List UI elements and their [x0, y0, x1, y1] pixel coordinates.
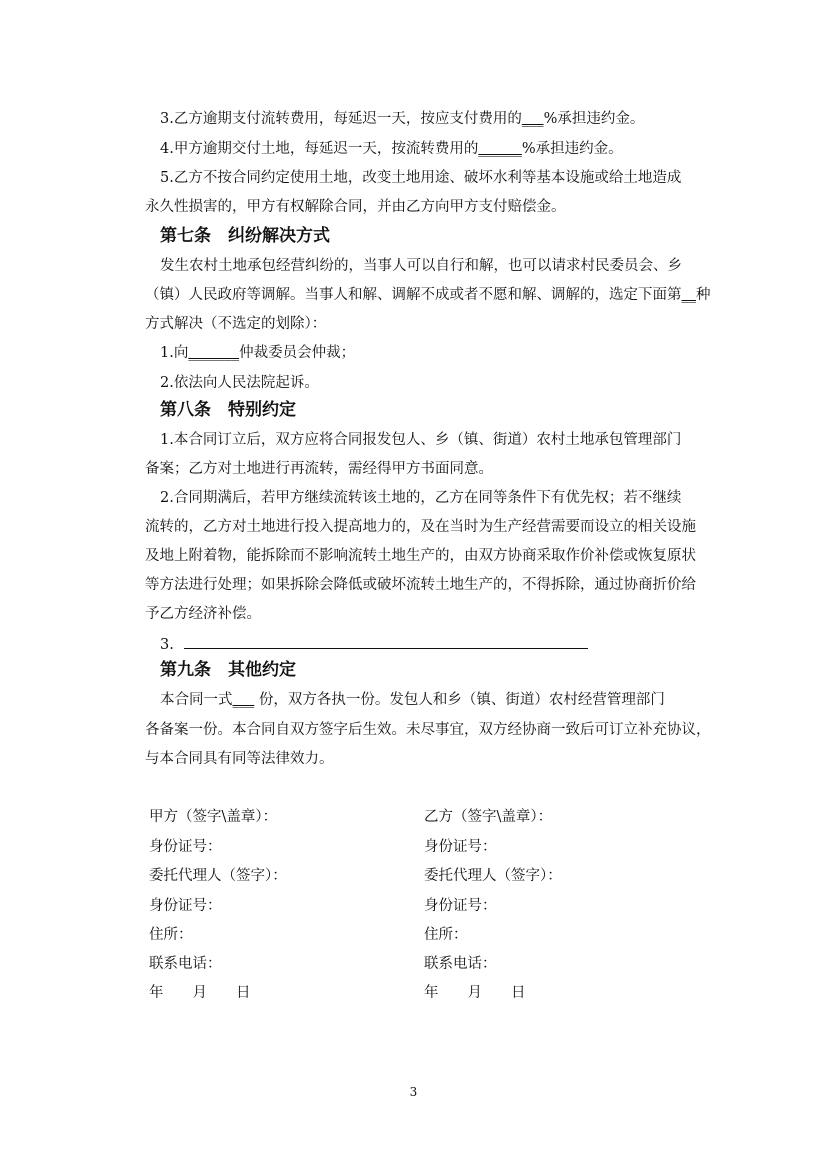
clause-text: %承担违约金。	[521, 141, 623, 157]
party-a-agent: 委托代理人（签字）：	[149, 868, 287, 884]
section-8-item3	[160, 634, 720, 655]
party-a-id-number: 身份证号：	[149, 839, 222, 855]
clause-6-item-3	[160, 109, 720, 129]
party-a-agent-id: 身份证号：	[149, 898, 222, 914]
clause-text: 本合同一式	[160, 692, 233, 708]
blank-field: ___	[232, 692, 255, 708]
clause-text: 3.乙方逾期支付流转费用，每延迟一天，按应支付费用的	[160, 111, 522, 127]
section-8-item2-line3: 及地上附着物，能拆除而不影响流转土地生产的，由双方协商采取作价补偿或恢复原状	[145, 548, 696, 564]
section-8-item1-line1: 1.本合同订立后，双方应将合同报发包人、乡（镇、街道）农村土地承包管理部门	[160, 432, 682, 448]
section-8-item2-line5: 予乙方经济补偿。	[145, 606, 261, 622]
clause-text: 种	[696, 287, 711, 303]
clause-6-item-5-line2: 永久性损害的，甲方有权解除合同，并由乙方向甲方支付赔偿金。	[145, 199, 566, 215]
clause-6-item-4	[160, 139, 720, 159]
section-7-option-2: 2.依法向人民法院起诉。	[160, 375, 319, 391]
blank-field: _______	[188, 345, 240, 361]
party-b-date: 年 月 日	[424, 985, 526, 1001]
page-number: 3	[409, 1085, 418, 1099]
party-a-address: 住所：	[149, 927, 193, 943]
clause-text: %承担违约金。	[543, 111, 645, 127]
section-8-heading: 第八条 特别约定	[160, 400, 296, 420]
section-8-item2-line1: 2.合同期满后，若甲方继续流转该土地的，乙方在同等条件下有优先权；若不继续	[160, 490, 682, 506]
blank-field: ______	[478, 141, 522, 157]
party-b-signature: 乙方（签字\盖章）：	[424, 809, 553, 825]
party-b-agent: 委托代理人（签字）：	[424, 868, 562, 884]
section-8-item2-line4: 等方法进行处理；如果拆除会降低或破坏流转土地生产的，不得拆除，通过协商折价给	[145, 577, 696, 593]
section-8-item1-line2: 备案；乙方对土地进行再流转，需经得甲方书面同意。	[145, 461, 493, 477]
clause-text: 4.甲方逾期交付土地，每延迟一天，按流转费用的	[160, 141, 479, 157]
blank-field: ___	[521, 111, 544, 127]
section-9-line1	[160, 690, 720, 710]
section-9-heading: 第九条 其他约定	[160, 660, 296, 680]
section-8-item2-line2: 流转的，乙方对土地进行投入提高地力的，及在当时为生产经营需要而设立的相关设施	[145, 519, 696, 535]
party-b-id-number: 身份证号：	[424, 839, 497, 855]
blank-line	[184, 634, 588, 649]
item-number: 3.	[160, 637, 174, 653]
blank-field: __	[681, 287, 696, 303]
clause-text: 1.向	[160, 345, 189, 361]
section-7-para-line1: 发生农村土地承包经营纠纷的，当事人可以自行和解，也可以请求村民委员会、乡	[160, 258, 682, 274]
section-7-para-line2	[145, 285, 711, 305]
section-7-heading: 第七条 纠纷解决方式	[160, 226, 330, 246]
party-b-address: 住所：	[424, 927, 468, 943]
party-a-date: 年 月 日	[149, 985, 251, 1001]
clause-text: 份，双方各执一份。发包人和乡（镇、街道）农村经营管理部门	[258, 692, 665, 708]
clause-text: （镇）人民政府等调解。当事人和解、调解不成或者不愿和解、调解的，选定下面第	[145, 287, 682, 303]
clause-text: 仲裁委员会仲裁；	[239, 345, 356, 361]
section-7-para-line3: 方式解决（不选定的划除）：	[145, 316, 327, 332]
clause-6-item-5-line1: 5.乙方不按合同约定使用土地，改变土地用途、破坏水利等基本设施或给土地造成	[160, 170, 682, 186]
party-a-phone: 联系电话：	[149, 956, 222, 972]
section-9-line2: 各备案一份。本合同自双方签字后生效。未尽事宜，双方经协商一致后可订立补充协议，	[145, 722, 711, 738]
party-b-phone: 联系电话：	[424, 956, 497, 972]
section-7-option-1	[160, 343, 720, 363]
party-a-signature: 甲方（签字\盖章）：	[149, 809, 278, 825]
party-b-agent-id: 身份证号：	[424, 898, 497, 914]
section-9-line3: 与本合同具有同等法律效力。	[145, 751, 334, 767]
